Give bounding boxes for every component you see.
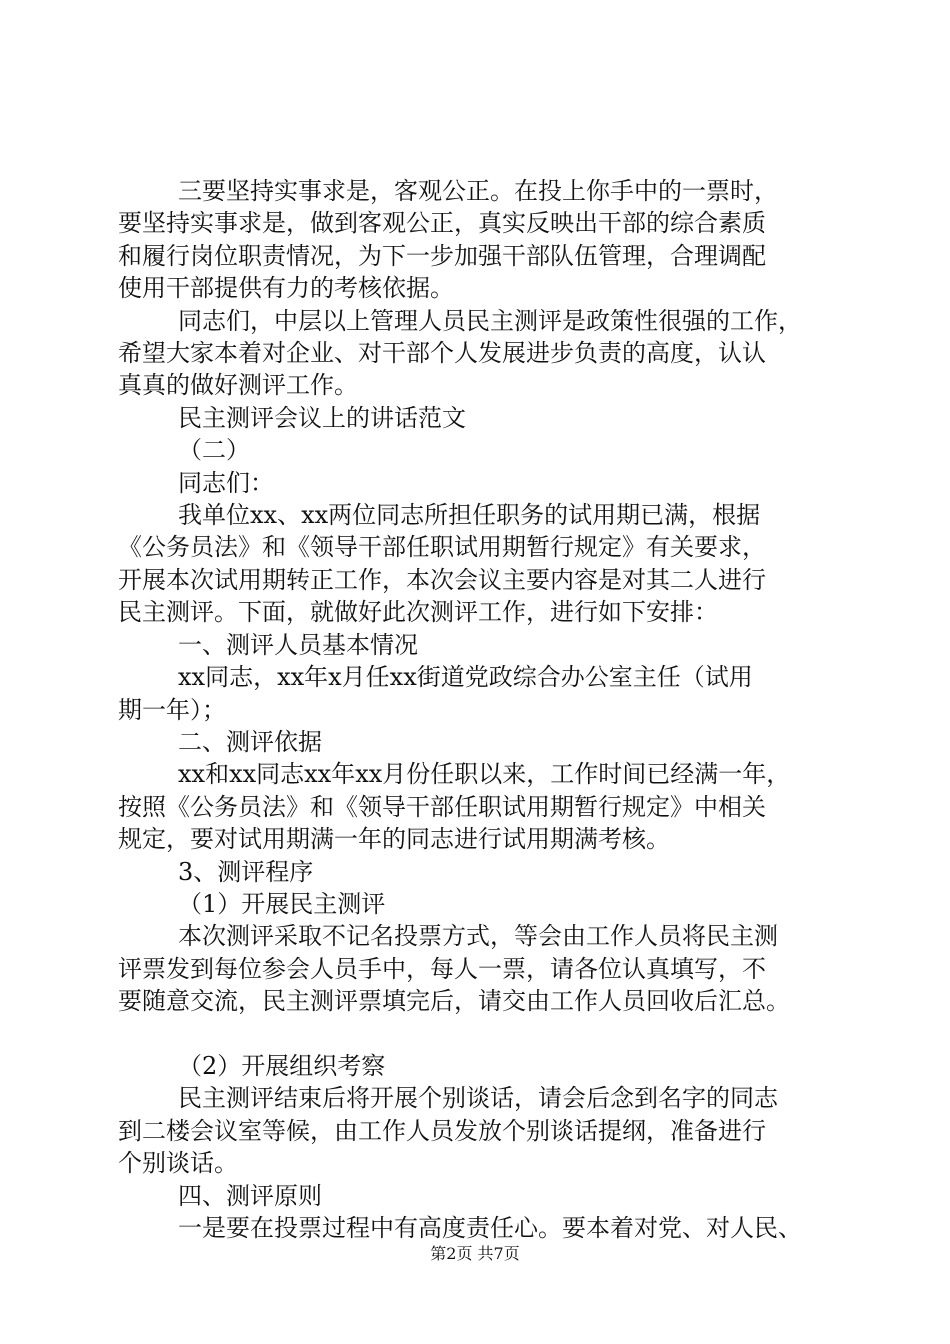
paragraph-line: 规定，要对试用期满一年的同志进行试用期满考核。 (118, 825, 670, 854)
section-number: （二） (178, 436, 250, 465)
paragraph-line: 我单位xx、xx两位同志所担任职务的试用期已满，根据 (178, 501, 761, 530)
paragraph-line: 民主测评结束后将开展个别谈话，请会后念到名字的同志 (178, 1084, 778, 1113)
heading-basic-info: 一、测评人员基本情况 (178, 630, 418, 659)
paragraph-line: 期一年）； (118, 695, 226, 724)
document-body (118, 175, 853, 1244)
blank-line (118, 1018, 853, 1050)
paragraph-line: 同志们，中层以上管理人员民主测评是政策性很强的工作， (178, 306, 802, 335)
page-number-footer: 第2页 共7页 (430, 1244, 520, 1263)
paragraph-line: 《公务员法》和《领导干部任职试用期暂行规定》有关要求， (118, 533, 766, 562)
paragraph-line: 民主测评。下面，就做好此次测评工作，进行如下安排： (118, 598, 718, 627)
paragraph-line: 个别谈话。 (118, 1149, 238, 1178)
paragraph-line: 要坚持实事求是，做到客观公正，真实反映出干部的综合素质 (118, 209, 766, 238)
heading-procedure: 3、测评程序 (178, 857, 314, 886)
heading-basis: 二、测评依据 (178, 727, 322, 756)
paragraph-line: 真真的做好测评工作。 (118, 371, 358, 400)
paragraph-line: 使用干部提供有力的考核依据。 (118, 274, 454, 303)
heading-principles: 四、测评原则 (178, 1181, 322, 1210)
subheading-organization-review: （2）开展组织考察 (178, 1051, 386, 1080)
paragraph-line: 本次测评采取不记名投票方式，等会由工作人员将民主测 (178, 922, 778, 951)
paragraph-line: xx和xx同志xx年xx月份任职以来，工作时间已经满一年， (178, 760, 791, 789)
paragraph-line: 一是要在投票过程中有高度责任心。要本着对党、对人民、 (178, 1213, 802, 1242)
paragraph-line: 要随意交流，民主测评票填完后，请交由工作人员回收后汇总。 (118, 987, 790, 1016)
salutation: 同志们： (178, 468, 274, 497)
paragraph-line: 到二楼会议室等候，由工作人员发放个别谈话提纲，准备进行 (118, 1116, 766, 1145)
paragraph-line: 开展本次试用期转正工作，本次会议主要内容是对其二人进行 (118, 565, 766, 594)
paragraph-line: 评票发到每位参会人员手中，每人一票，请各位认真填写，不 (118, 954, 766, 983)
subheading-democratic-evaluation: （1）开展民主测评 (178, 889, 386, 918)
section-title: 民主测评会议上的讲话范文 (178, 403, 466, 432)
paragraph-line: 三要坚持实事求是，客观公正。在投上你手中的一票时， (178, 177, 778, 205)
paragraph-line: 按照《公务员法》和《领导干部任职试用期暂行规定》中相关 (118, 792, 766, 821)
paragraph-line: 和履行岗位职责情况，为下一步加强干部队伍管理，合理调配 (118, 241, 766, 270)
paragraph-line: xx同志，xx年x月任xx街道党政综合办公室主任（试用 (178, 663, 753, 692)
paragraph-line: 希望大家本着对企业、对干部个人发展进步负责的高度，认认 (118, 339, 766, 368)
